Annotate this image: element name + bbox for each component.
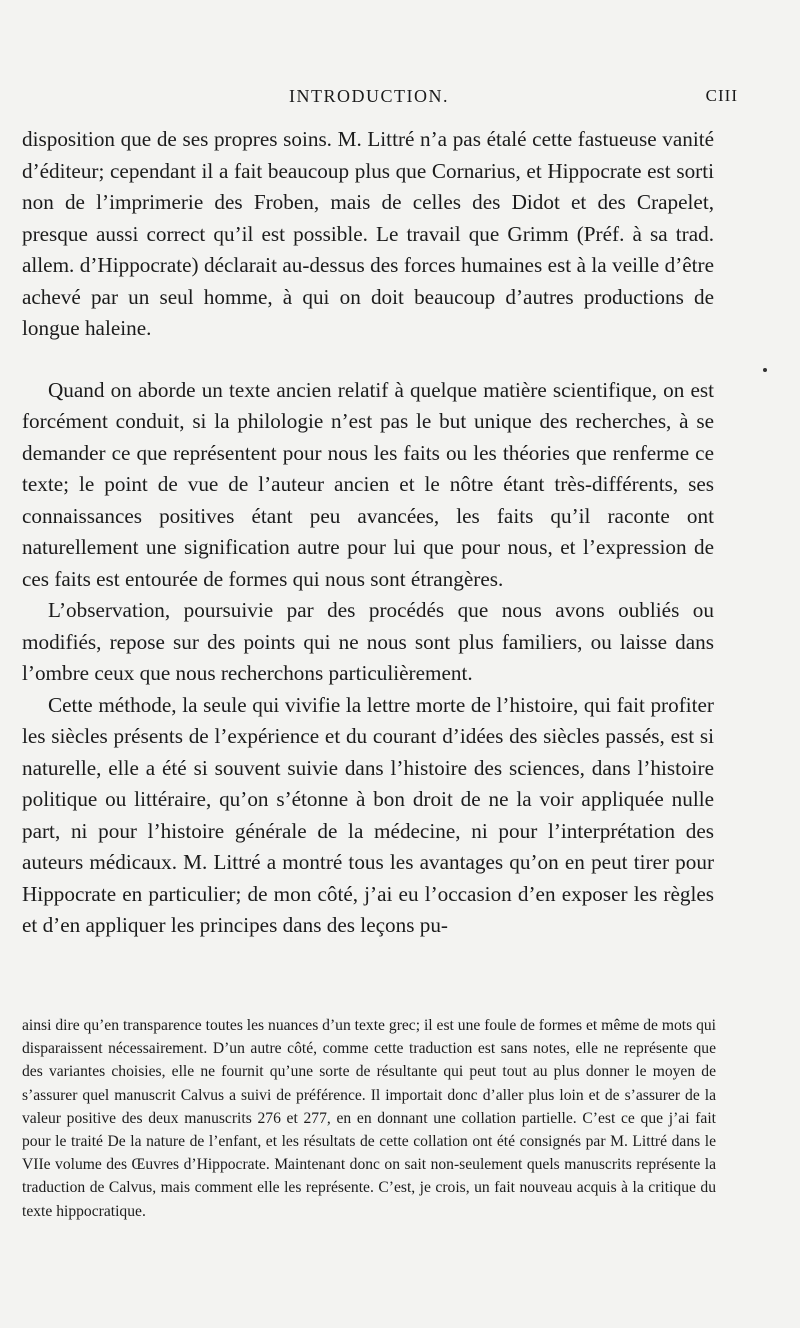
main-text [22, 124, 714, 942]
margin-mark [763, 368, 767, 372]
page-number: CIII [705, 86, 738, 105]
page-header [24, 86, 738, 116]
paragraph-1: disposition que de ses propres soins. M. Littré n’a pas étalé cette fastueuse vanité d’éditeur; cependant il a fait beaucoup plus que Cornarius, et Hippocrate est sorti non de l’imprimerie des Froben, mais de celles des Didot et des Crapelet, presque aussi correct qu’il est possible. Le travail que Grimm (Préf. à sa trad. allem. d’Hippocrate) déclarait au-dessus des forces humaines est à la veille d’être achevé par un seul homme, à qui on doit beaucoup d’autres productions de longue haleine. [22, 127, 714, 340]
paragraph-4: Cette méthode, la seule qui vivifie la lettre morte de l’histoire, qui fait profiter les siècles présents de l’expérience et du courant d’idées des siècles passés, est si naturelle, elle a été si souvent suivie dans l’histoire des sciences, dans l’histoire politique ou littéraire, qu’on s’étonne à bon droit de ne la voir appliquée nulle part, ni pour l’histoire générale de la médecine, ni pour l’interprétation des auteurs médicaux. M. Littré a montré tous les avantages qu’on en peut tirer pour Hippocrate en particulier; de mon côté, j’ai eu l’occasion d’en exposer les règles et d’en appliquer les principes dans des leçons pu- [22, 692, 714, 937]
footnote-continuation: ainsi dire qu’en transparence toutes les nuances d’un texte grec; il est une foule de formes et même de mots qui disparaissent nécessairement. D’un autre côté, comme cette traduction est sans notes, elle ne représente que des variantes choisies, elle ne fournit qu’une sorte de résultante qui peut tout au plus donner le moyen de s’assurer quel manuscrit Calvus a suivi de préférence. Il importait donc d’aller plus loin et de s’assurer de la valeur positive des deux manuscrits 276 et 277, en en donnant une collation partielle. C’est ce que j’ai fait pour le traité De la nature de l’enfant, et les résultats de cette collation ont été consignés par M. Littré dans le VIIe volume des Œuvres d’Hippocrate. Maintenant donc on sait non-seulement quels manuscrits représente la traduction de Calvus, mais comment elle les représente. C’est, je crois, un fait nouveau acquis à la critique du texte hippocratique. [22, 1017, 716, 1220]
paragraph-2: Quand on aborde un texte ancien relatif à quelque matière scientifique, on est forcément conduit, si la philologie n’est pas le but unique des recherches, à se demander ce que représentent pour nous les faits ou les théories que renferme ce texte; le point de vue de l’auteur ancien et le nôtre étant très-différents, ses connaissances positives étant peu avancées, les faits qu’il raconte ont naturellement une signification autre pour lui que pour nous, et l’expression de ces faits est entourée de formes qui nous sont étrangères. [22, 377, 714, 591]
paragraph-3: L’observation, poursuivie par des procédés que nous avons oubliés ou modifiés, repose sur des points qui ne nous sont plus familiers, ou laisse dans l’ombre ceux que nous recherchons particulièrement. [22, 598, 714, 685]
running-title: INTRODUCTION. [289, 86, 449, 106]
